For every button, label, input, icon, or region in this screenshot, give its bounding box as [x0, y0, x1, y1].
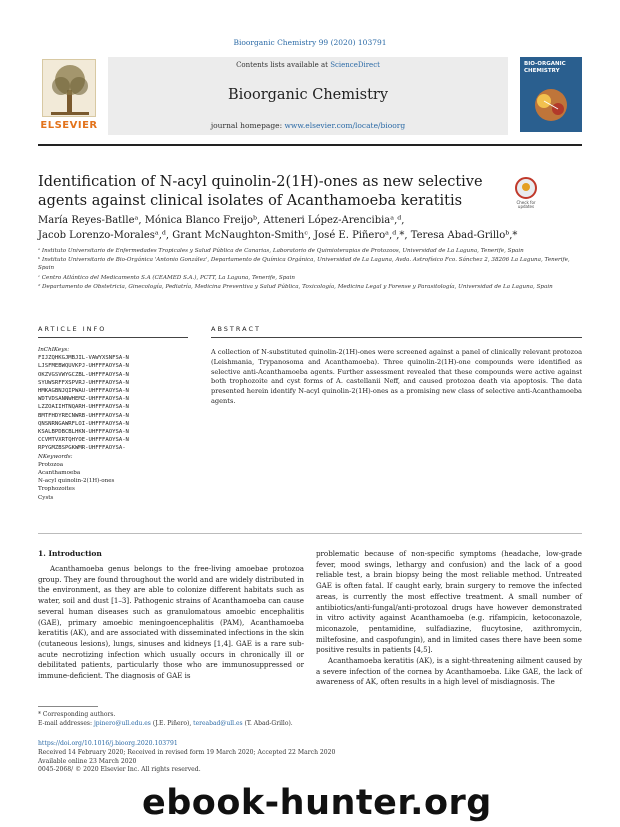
cover-molecule-icon	[526, 83, 576, 127]
affiliation-b: ᵇ Instituto Universitario de Bio-Orgánica 'Antonio González', Departamento de Química Orgánica, Universidad de La Laguna, Avda. Astrofísico Fco. Sánchez 2, 38206 La Laguna, Tenerife, Spain	[38, 257, 570, 272]
inchikey-item: BMTFHDYRECNWRB-UHFFFAOYSA-N	[38, 412, 129, 419]
inchikey-item: HMKAGBNJQIPWAU-UHFFFAOYSA-N	[38, 388, 129, 395]
article-info-rule	[38, 337, 188, 338]
authors-line-1[interactable]: María Reyes-Batlleᵃ, Mónica Blanco Freijoᵇ, Atteneri López-Arencibiaᵃ,ᵈ,	[38, 215, 405, 226]
inchikey-item: LZZOAIIHTNQARH-UHFFFAOYSA-N	[38, 404, 129, 411]
intro-paragraph: problematic because of non-specific symptoms (headache, low-grade fever, mood swings, lethargy and confusion) and the lack of a good reliable test, a brain biopsy being the most reliable method. Untreated GAE is often fatal. If caught early, brain surgery to remove the infected areas, is currently the most effective treatment. A small number of antibiotics/anti-fungal/anti-protozoal drugs have however demonstrated in vitro activity against Acanthamoeba (e.g. rifampicin, ketoconazole, miconazole, pentamidine, sulfadiazine, flucytosine, azithromycin, miltefosine, and caspofungin), and in limited cases there have been some positive results in patients [4,5].	[316, 549, 582, 655]
journal-masthead	[38, 57, 582, 137]
inchikey-item: KSALBPDBCBLHKN-UHFFFAOYSA-N	[38, 429, 129, 436]
article-info-heading: ARTICLE INFO	[38, 325, 107, 333]
abstract-heading: ABSTRACT	[211, 325, 261, 333]
contents-line	[108, 61, 508, 69]
sciencedirect-link[interactable]: ScienceDirect	[330, 61, 380, 69]
keyword-item: Cysts	[38, 494, 54, 501]
inchikey-item: RPYGMZBSPGKWMR-UHFFFAOYSA-	[38, 445, 126, 452]
inchikeys-label: InChIKeys:	[38, 347, 70, 353]
keyword-item: Trophozoites	[38, 486, 75, 493]
email-line	[38, 719, 338, 728]
email-name-abad: (T. Abad-Grillo).	[242, 720, 293, 727]
corresponding-label: * Corresponding authors.	[38, 711, 116, 718]
received-dates: Received 14 February 2020; Received in revised form 19 March 2020; Accepted 22 March 2020	[38, 748, 336, 756]
homepage-link[interactable]: www.elsevier.com/locate/bioorg	[284, 121, 406, 130]
affiliation-d: ᵈ Departamento de Obstetricia, Ginecología, Pediatría, Medicina Preventiva y Salud Pública, Toxicología, Medicina Legal y Forense y Parasitología, Universidad de La Laguna, Spain	[38, 283, 553, 290]
keyword-item: Protozoa	[38, 461, 64, 468]
front-matter-divider	[38, 533, 582, 534]
check-for-updates-button[interactable]	[511, 177, 541, 211]
abstract-rule	[211, 337, 582, 338]
email-link-pinero[interactable]: jpinero@ull.edu.es	[93, 720, 151, 727]
journal-cover-image[interactable]	[520, 57, 582, 132]
keywords-label: NKeywords:	[38, 453, 73, 460]
inchikey-item: SYUWSRFFXSPVRJ-UHFFFAOYSA-N	[38, 379, 129, 386]
footnote-rule	[38, 706, 98, 707]
copyright-line: 0045-2068/ © 2020 Elsevier Inc. All rights reserved.	[38, 766, 201, 774]
journal-reference[interactable]: Bioorganic Chemistry 99 (2020) 103791	[233, 38, 387, 47]
intro-paragraph: Acanthamoeba keratitis (AK), is a sight-threatening ailment caused by a severe infection of the cornea by Acanthamoeba. Like GAE, the lack of awareness of AK, often results in a high level of misdiagnosis. The	[316, 656, 582, 687]
email-link-abad[interactable]: tereabad@ull.es	[193, 720, 243, 727]
doi-link[interactable]: https://doi.org/10.1016/j.bioorg.2020.103791	[38, 740, 178, 747]
watermark: ebook-hunter.org	[142, 783, 492, 823]
abstract-text: A collection of N-substituted quinolin-2(1H)-ones were screened against a panel of clinically relevant protozoa (Leishmania, Trypanosoma and Acanthamoeba). Three quinolin-2(1H)-one compounds were identified as selective anti-Acanthamoeba agents. Further assessment revealed that these compounds were active against both trophozoite and cyst forms of A. castellanii Neff, and caused protozoa death via apoptosis. The data presented herein identify N-acyl quinolin-2(1H)-ones as a promising new class of selective anti-Acanthamoeba agents.	[211, 348, 582, 405]
inchikey-item: QNSNRNGAWRFLOI-UHFFFAOYSA-N	[38, 420, 129, 427]
email-name-pinero: (J.E. Piñero),	[150, 720, 194, 727]
elsevier-wordmark: ELSEVIER	[40, 120, 98, 131]
inchikey-item: CCVMTVXRTQHYOE-UHFFFAOYSA-N	[38, 437, 129, 444]
affiliation-list	[38, 247, 578, 292]
keyword-item: N-acyl quinolin-2(1H)-ones	[38, 478, 115, 485]
article-title: Identification of N-acyl quinolin-2(1H)-ones as new selective agents against clinical isolates of Acanthamoeba keratitis	[38, 174, 483, 209]
corresponding-footnote	[38, 710, 338, 728]
homepage-prefix: journal homepage:	[210, 121, 285, 130]
authors-line-2[interactable]: Jacob Lorenzo-Moralesᵃ,ᵈ, Grant McNaughton-Smithᶜ, José E. Piñeroᵃ,ᵈ,*, Teresa Abad-Grilloᵇ,*	[38, 230, 518, 241]
email-prefix: E-mail addresses:	[38, 720, 94, 727]
affiliation-a: ᵃ Instituto Universitario de Enfermedades Tropicales y Salud Pública de Canarias, Laboratorio de Quimioterapias de Protozoos, Universidad de La Laguna, Tenerife, Spain	[38, 248, 524, 254]
publication-info	[38, 740, 338, 775]
author-list	[38, 213, 582, 243]
affiliation-c: ᶜ Centro Atlántico del Medicamento S.A (CEAMED S.A.), PCTT, La Laguna, Tenerife, Spain	[38, 274, 295, 281]
cover-title: BIO-ORGANIC CHEMISTRY	[524, 61, 566, 74]
homepage-line	[108, 121, 508, 130]
introduction-heading: 1. Introduction	[38, 549, 102, 558]
inchikey-item: OKZVGSVWYGCZBL-UHFFFAOYSA-N	[38, 371, 129, 378]
check-updates-label: Check for updates	[516, 200, 536, 210]
intro-paragraph: Acanthamoeba genus belongs to the free-living amoebae protozoa group. They are found throughout the world and are widely distributed in the environment, as they are able to colonize different habitats such as water, soil and dust [1–3]. Pathogenic strains of Acanthamoeba can cause several human diseases such as granulomatous amoebic encephalitis (GAE), primary amoebic meningoencephalitis (PAM), Acanthamoeba keratitis (AK), and are associated with disseminated infections in the skin (cutaneous lesions), lungs, sinuses and kidneys [1,4]. GAE is a rare sub-acute necrotizing infection which usually occurs in chronically ill or debilitated patients, particularly those who are immunosuppressed or immune-deficient. The diagnosis of GAE is	[38, 564, 304, 681]
journal-header-box	[108, 57, 508, 135]
inchikey-item: FIJZQHKGJMBJIL-VAWYXSNFSA-N	[38, 355, 129, 362]
journal-title: Bioorganic Chemistry	[227, 87, 389, 103]
inchikey-item: LJSFMEBWQUVKPJ-UHFFFAOYSA-N	[38, 363, 129, 370]
intro-left-column	[38, 564, 304, 682]
inchikey-item: WDTVDSANNWHEMZ-UHFFFAOYSA-N	[38, 396, 129, 403]
header-divider	[38, 144, 582, 146]
keyword-item: Acanthamoeba	[38, 470, 81, 477]
intro-right-column	[316, 549, 582, 688]
check-updates-icon	[515, 177, 537, 199]
available-online: Available online 23 March 2020	[38, 757, 137, 765]
contents-prefix: Contents lists available at	[236, 61, 331, 69]
article-info-column	[38, 346, 188, 502]
elsevier-logo	[38, 57, 100, 132]
elsevier-tree-icon	[42, 59, 96, 117]
